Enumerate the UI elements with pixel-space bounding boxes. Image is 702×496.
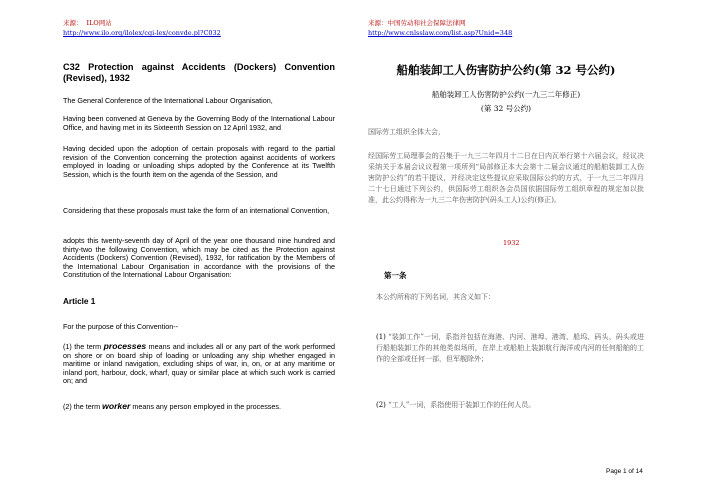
subtitle: 船舶装卸工人伤害防护公约(一九三二年修正) xyxy=(431,90,581,99)
article-heading: 第一条 xyxy=(384,271,407,280)
definition-item: (1) “装卸工作”一词，系指并包括在海港、内河、港埠、港湾、船坞、码头、码头或进行船舶装卸工作的其他类似场所，在岸上或船舶上装卸航行海洋或内河的任何船舶的工作的全部或任何一部，但军舰除外； xyxy=(376,333,644,363)
subtitle: (第 32 号公约) xyxy=(480,104,532,113)
paragraph: For the purpose of this Convention-- xyxy=(63,322,179,331)
paragraph: 国际劳工组织全体大会， xyxy=(368,128,445,136)
source-line xyxy=(63,19,112,27)
year-annotation: 1932 xyxy=(503,239,520,247)
source-link[interactable]: http://www.ilo.org/ilolex/cgi-lex/convde.pl?C032 xyxy=(63,29,221,37)
paragraph: Having been convened at Geneva by the Governing Body of the International Labour Office, and having met in its Sixteenth Session on 12 April 1932, and xyxy=(63,114,335,132)
article-heading: Article 1 xyxy=(63,297,96,306)
definition-item: (2) “工人”一词，系指使用于装卸工作的任何人员。 xyxy=(376,401,536,409)
paragraph: adopts this twenty-seventh day of April of the year one thousand nine hundred and thirty-two the following Convention, which may be cited as the Protection against Accidents (Dockers) Convention (Revised), 1932, for ratification by the Members of the International Labour Organisation in accordance with the provisions of the Constitution of the International Labour Organisation: xyxy=(63,236,335,280)
paragraph: 经国际劳工局理事会的召集于一九三二年四月十二日在日内瓦举行第十六届会议，经议决采纳关于本届会议议程第一项所列“局部修正本大会第十二届会议通过的船舶装卸工人伤害防护公约”的若干提议，并经决定这些提议应采取国际公约的方式，于一九三二年四月二十七日通过下列公约，供国际劳工组织各会员国依据国际劳工组织章程的规定加以批准，此公约得称为一九三二年伤害防护(码头工人)公约(修正)。 xyxy=(368,152,644,204)
defined-term: processes xyxy=(103,341,147,351)
paragraph: Having decided upon the adoption of certain proposals with regard to the partial revision of the Convention concerning the protection against accidents of workers employed in loading or unloading ships adopted by the Conference at its Twelfth Session, which is the fourth item on the agenda of the Session, and xyxy=(63,144,335,179)
definition-item: (2) the term worker means any person employed in the processes. xyxy=(63,401,281,411)
defined-term: worker xyxy=(102,401,131,411)
convention-title: C32 Protection against Accidents (Dockers) Convention (Revised), 1932 xyxy=(63,62,335,83)
page-number: Page 1 of 14 xyxy=(606,468,643,475)
source-line: 来源：中国劳动和社会保障法律网 xyxy=(368,19,466,27)
paragraph: 本公约所称的下列名词，其含义如下： xyxy=(376,293,495,301)
source-name: ILO网站 xyxy=(86,19,112,27)
source-link[interactable]: http://www.cnlsslaw.com/list.asp?Unid=348 xyxy=(368,29,513,37)
paragraph: Considering that these proposals must take the form of an international Convention, xyxy=(63,206,330,215)
convention-title: 船舶装卸工人伤害防护公约(第 32 号公约) xyxy=(396,63,616,77)
definition-item: (1) the term processes means and includes all or any part of the work performed on shore or on board ship of loading or unloading any ship whether engaged in maritime or inland navigation, excluding ships of war, in, on, or at any maritime or inland port, harbour, dock, wharf, quay or similar place at which such work is carried on; and xyxy=(63,341,335,386)
paragraph: The General Conference of the International Labour Organisation, xyxy=(63,96,273,105)
source-label: 来源： xyxy=(63,19,83,27)
